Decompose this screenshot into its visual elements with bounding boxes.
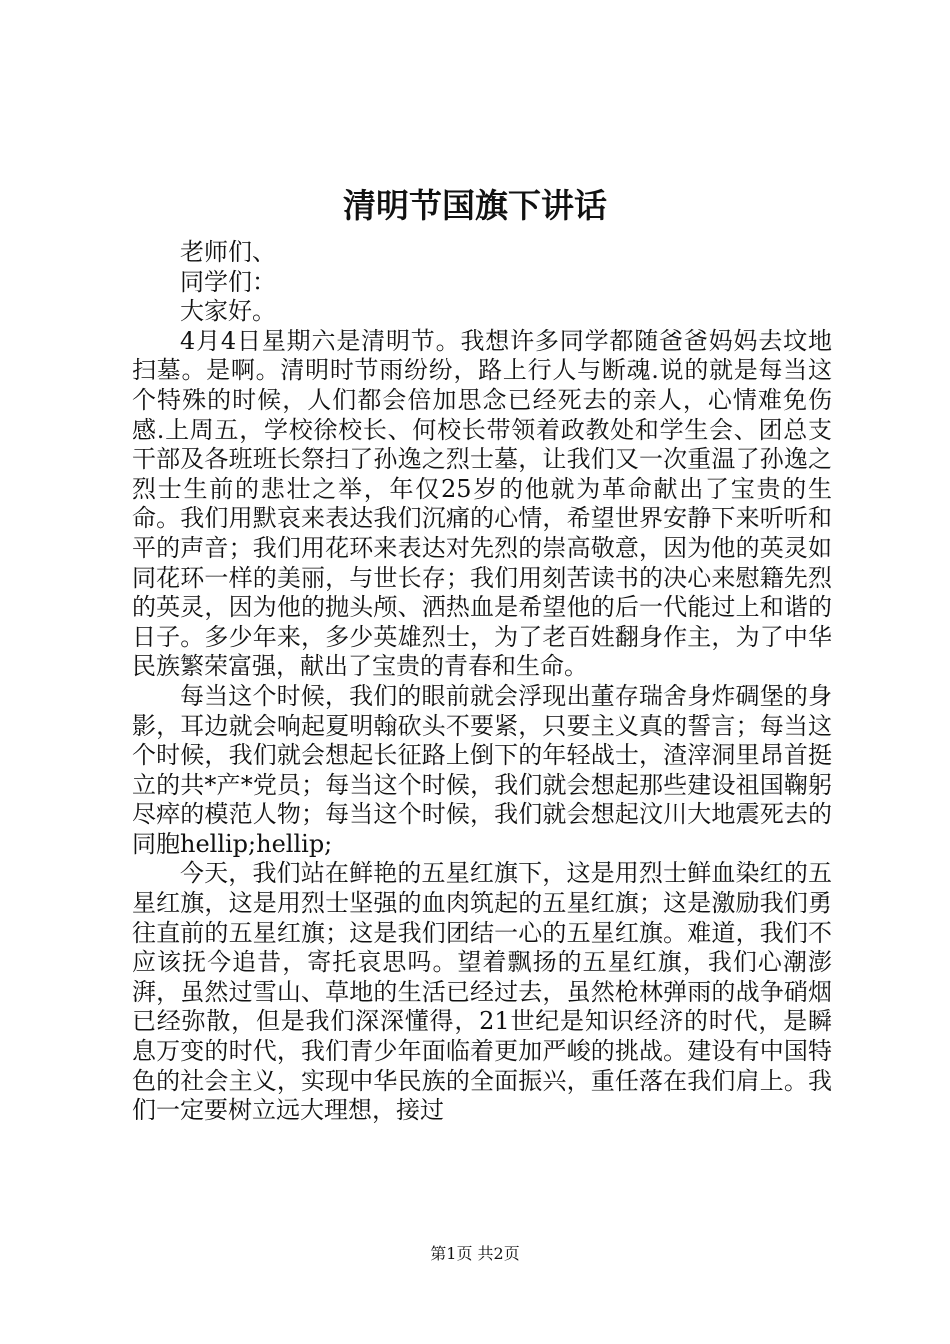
salutation-teachers: 老师们、 — [180, 238, 276, 266]
document-title: 清明节国旗下讲话 — [343, 186, 607, 225]
salutation-students: 同学们： — [180, 267, 276, 296]
paragraph-qingming-intro: 4月4日星期六是清明节。我想许多同学都随爸爸妈妈去坟地扫墓。是啊。清明时节雨纷纷，路上行人与断魂.说的就是每当这个特殊的时候，人们都会倍加思念已经死去的亲人，心情难免伤感.上周五，学校徐校长、何校长带领着政教处和学生会、团总支干部及各班班长祭扫了孙逸之烈士墓，让我们又一次重温了孙逸之烈士生前的悲壮之举，年仅25岁的他就为革命献出了宝贵的生命。我们用默哀来表达我们沉痛的心情，希望世界安静下来听听和平的声音；我们用花环来表达对先烈的崇高敬意，因为他的英灵如同花环一样的美丽，与世长存；我们用刻苦读书的决心来慰籍先烈的英灵，因为他的抛头颅、洒热血是希望他的后一代能过上和谐的日子。多少年来，多少英雄烈士，为了老百姓翻身作主，为了中华民族繁荣富强，献出了宝贵的青春和生命。 — [132, 326, 832, 681]
salutation-greeting: 大家好。 — [180, 297, 276, 326]
paragraph-under-the-flag: 今天，我们站在鲜艳的五星红旗下，这是用烈士鲜血染红的五星红旗，这是用烈士坚强的血肉筑起的五星红旗；这是激励我们勇往直前的五星红旗；这是我们团结一心的五星红旗。难道，我们不应该抚今追昔，寄托哀思吗。望着飘扬的五星红旗，我们心潮澎湃，虽然过雪山、草地的生活已经过去，虽然枪林弹雨的战争硝烟已经弥散，但是我们深深懂得，21世纪是知识经济的时代，是瞬息万变的时代，我们青少年面临着更加严峻的挑战。建设有中国特色的社会主义，实现中华民族的全面振兴，重任落在我们肩上。我们一定要树立远大理想，接过 — [132, 859, 832, 1125]
page-number-footer: 第1页 共2页 — [430, 1244, 520, 1263]
document-body — [132, 238, 832, 1126]
paragraph-heroes-memory: 每当这个时候，我们的眼前就会浮现出董存瑞舍身炸碉堡的身影，耳边就会响起夏明翰砍头不要紧，只要主义真的誓言；每当这个时候，我们就会想起长征路上倒下的年轻战士，渣滓洞里昂首挺立的共*产*党员；每当这个时候，我们就会想起那些建设祖国鞠躬尽瘁的模范人物；每当这个时候，我们就会想起汶川大地震死去的同胞hellip;hellip; — [132, 681, 832, 858]
